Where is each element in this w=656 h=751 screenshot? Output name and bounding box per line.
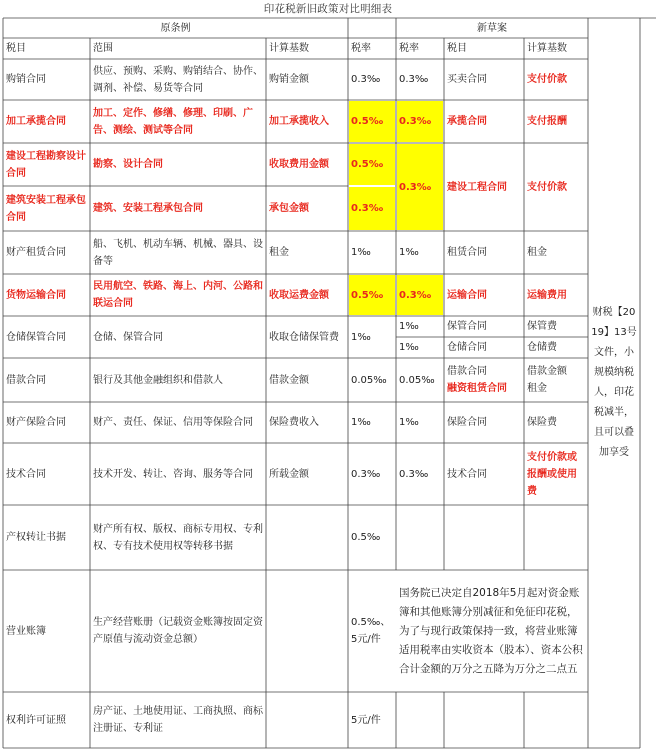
r3-base: 承包金额 [269,203,309,214]
r1-new-rate: 0.3‰ [399,116,432,127]
r7-scope: 银行及其他金融组织和借款人 [93,374,223,386]
r9-scope: 技术开发、转让、咨询、服务等合同 [93,468,253,480]
r9-new-item: 技术合同 [447,468,487,480]
r0-base: 购销金额 [269,74,309,85]
col-item: 税目 [6,43,26,54]
r9-item: 技术合同 [6,468,46,480]
r4-new-item: 租赁合同 [447,247,487,258]
r0-rate: 0.3‰ [351,74,381,85]
storage-new-rate-1: 1‰ [399,321,419,332]
r1-new-item: 承揽合同 [447,116,487,127]
r5-item: 货物运输合同 [6,289,66,301]
col-rate: 税率 [351,43,371,54]
r11-scope: 生产经营账册（记载资金账簿按固定资产原值与流动资金总额） [93,617,263,645]
r0-new-item: 买卖合同 [447,74,487,85]
r8-item: 财产保险合同 [6,417,66,428]
r3-item: 建筑安装工程承包合同 [6,194,86,223]
r1-base: 加工承揽收入 [269,116,329,127]
loan-new-base-1: 借款金额 [527,366,567,377]
storage-new-base-2: 仓储费 [527,342,557,353]
r2-rate: 0.5‰ [351,159,384,170]
r9-new-rate: 0.3‰ [399,468,429,480]
r5-rate: 0.5‰ [351,289,384,301]
r1-item: 加工承揽合同 [6,116,66,127]
r7-new-rate: 0.05‰ [399,374,435,386]
r2-item: 建设工程勘察设计合同 [6,150,86,179]
col-new-item: 税目 [447,43,467,54]
loan-new-bases [524,358,588,402]
r7-rate: 0.05‰ [351,374,387,386]
r8-new-rate: 1‰ [399,417,419,428]
r2-base: 收取费用金额 [269,159,329,170]
r10-scope: 财产所有权、版权、商标专用权、专利权、专有技术使用权等转移书据 [93,523,263,552]
side-note: 财税【2019】13号文件，小规模纳税人，印花税减半，且可以叠加享受 [591,307,637,458]
r8-new-base: 保险费 [527,417,557,428]
r9-base: 所载金额 [269,468,309,480]
r8-new-item: 保险合同 [447,417,487,428]
r4-new-rate: 1‰ [399,247,419,258]
r3-rate: 0.3‰ [351,203,384,214]
storage-new-base-1: 保管费 [527,321,557,332]
r11-item: 营业账簿 [6,625,46,637]
r10-item: 产权转让书据 [6,532,66,543]
r4-scope: 船、飞机、机动车辆、机械、器具、设备等 [93,238,263,267]
r12-rate: 5元/件 [351,714,381,726]
r1-scope: 加工、定作、修缮、修理、印刷、广告、测绘、测试等合同 [93,107,253,136]
r10-rate: 0.5‰ [351,532,381,543]
r6-item: 仓储保管合同 [6,331,66,343]
r8-rate: 1‰ [351,417,371,428]
merged-new-rate: 0.3‰ [399,181,432,193]
r9-rate: 0.3‰ [351,468,381,480]
r4-item: 财产租赁合同 [6,247,66,258]
merged-new-base: 支付价款 [527,181,567,193]
col-new-base: 计算基数 [527,43,567,54]
storage-new-rate-2: 1‰ [399,342,419,353]
r3-scope: 建筑、安装工程承包合同 [93,203,203,214]
r0-new-base: 支付价款 [527,74,567,85]
r5-new-base: 运输费用 [527,289,567,301]
header-new: 新草案 [477,22,507,34]
loan-new-item-1: 借款合同 [447,366,487,377]
header-old: 原条例 [160,22,191,34]
r0-new-rate: 0.3‰ [399,74,429,85]
r5-new-rate: 0.3‰ [399,289,432,301]
r6-scope: 仓储、保管合同 [93,331,163,343]
storage-new-item-1: 保管合同 [447,321,487,332]
r0-item: 购销合同 [6,74,46,85]
r1-rate: 0.5‰ [351,116,384,127]
r0-scope: 供应、预购、采购、购销结合、协作、调剂、补偿、易货等合同 [93,65,263,94]
r6-rate: 1‰ [351,331,371,343]
r12-scope: 房产证、土地使用证、工商执照、商标注册证、专利证 [93,706,263,734]
r8-base: 保险费收入 [269,417,319,428]
r1-new-base: 支付报酬 [527,116,567,127]
loan-new-item-2: 融资租赁合同 [447,383,507,394]
r11-rate: 0.5‰、5元/件 [351,617,391,645]
r4-rate: 1‰ [351,247,371,258]
r7-base: 借款金额 [269,374,309,386]
r4-new-base: 租金 [527,247,547,258]
r2-scope: 勘察、设计合同 [93,159,163,170]
loan-new-base-2: 租金 [527,383,547,394]
table-title: 印花税新旧政策对比明细表 [263,3,393,15]
r4-base: 租金 [269,247,289,258]
merged-new-item: 建设工程合同 [447,181,507,193]
r5-new-item: 运输合同 [447,289,487,301]
col-new-rate: 税率 [399,43,419,54]
loan-new-items [444,358,524,402]
col-base: 计算基数 [269,43,309,54]
r12-item: 权利许可证照 [6,714,66,726]
r5-base: 收取运费金额 [269,289,329,301]
r9-new-base: 支付价款或报酬或使用费 [527,451,577,497]
col-scope: 范围 [93,43,113,54]
storage-new-item-2: 仓储合同 [447,342,487,353]
r5-scope: 民用航空、铁路、海上、内河、公路和联运合同 [93,281,263,309]
r8-scope: 财产、责任、保证、信用等保险合同 [93,417,253,428]
r6-base: 收取仓储保管费 [269,331,339,343]
r11-new-note: 国务院已决定自2018年5月起对资金账簿和其他账簿分别减征和免征印花税，为了与现行政策保持一致，将营业账簿适用税率由实收资本（股本）、资本公积合计金额的万分之五降为万分之二点五 [399,586,583,675]
r7-item: 借款合同 [6,374,46,386]
